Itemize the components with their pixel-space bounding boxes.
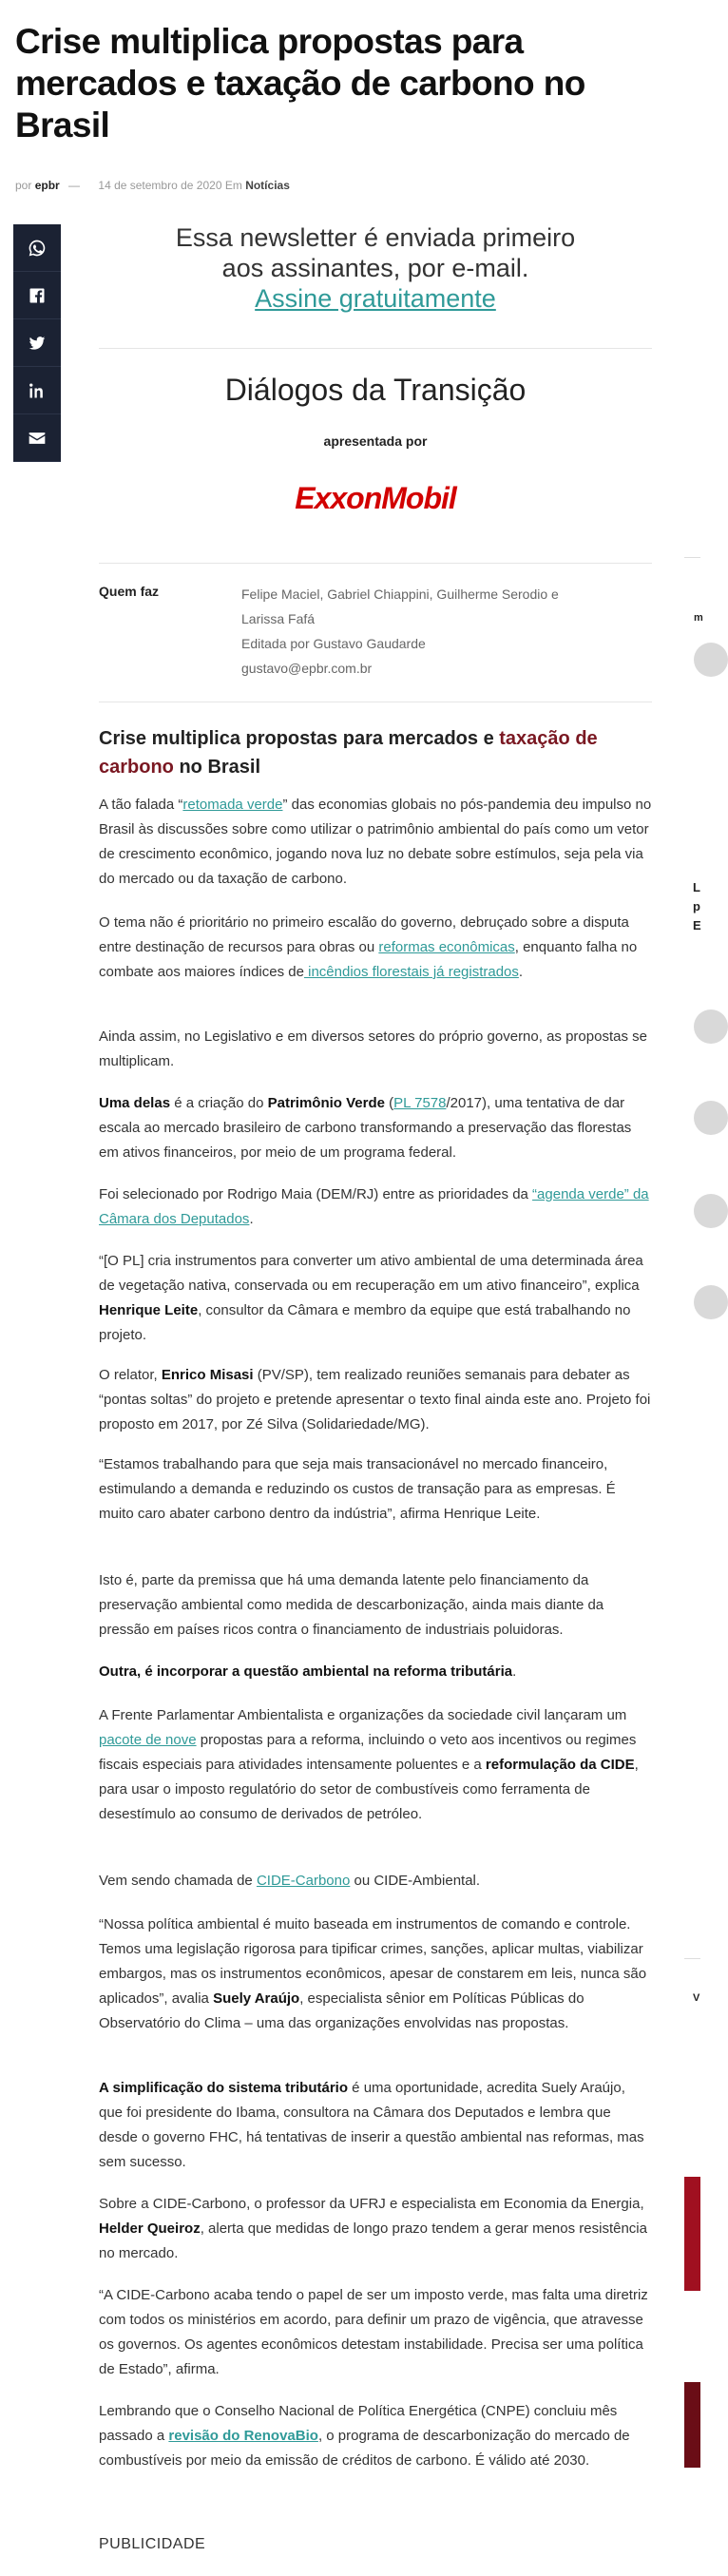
sidebar-fragment-text: L <box>693 880 700 894</box>
text: ou CIDE-Ambiental. <box>350 1873 481 1889</box>
newsletter-line-1: Essa newsletter é enviada primeiro <box>175 223 576 252</box>
text: O relator, <box>99 1367 162 1383</box>
credits-list <box>241 582 622 681</box>
retomada-verde-link[interactable]: retomada verde <box>182 797 283 813</box>
byline <box>15 179 290 192</box>
text: é uma oportunidade, acredita Suely Araújo, que foi presidente do Ibama, consultora na Câmara dos Deputados e lembra que desde o governo FHC, há tentativas de inserir a questão ambiental nas reformas, mas sem sucesso. <box>99 2080 644 2170</box>
text: A tão falada “ <box>99 797 183 813</box>
advertisement-label: PUBLICIDADE <box>99 2536 206 2552</box>
sidebar-thumbnail[interactable] <box>694 643 728 677</box>
paragraph: “Estamos trabalhando para que seja mais transacionável no mercado financeiro, estimulando a demanda e reduzindo os custos de transação para as empresas. É muito caro abater carbono dentro da indústria”, afirma Henrique Leite. <box>99 1456 616 1522</box>
paragraph <box>99 1703 652 1827</box>
sidebar-thumbnail[interactable] <box>694 1009 728 1044</box>
text: , especialista sênior em Políticas Públicas do Observatório do Clima – uma das organizações envolvidas nas propostas. <box>99 1990 584 2031</box>
share-facebook-button[interactable] <box>13 272 61 319</box>
share-whatsapp-button[interactable] <box>13 224 61 272</box>
article-headline: Crise multiplica propostas para mercados e taxação de carbono no Brasil <box>15 22 585 144</box>
byline-dash: — <box>68 179 81 192</box>
facebook-icon <box>28 286 47 305</box>
subscribe-link[interactable]: Assine gratuitamente <box>255 284 496 313</box>
paragraph <box>99 1660 652 1684</box>
bold-text: Helder Queiroz <box>99 2220 201 2237</box>
text: ( <box>384 1095 394 1111</box>
sidebar-fragment-text: m <box>694 612 703 624</box>
byline-author-link[interactable]: epbr <box>34 179 60 192</box>
paragraph <box>99 1869 652 1894</box>
bold-text: Uma delas <box>99 1095 171 1111</box>
credits-line: Editada por Gustavo Gaudarde <box>241 636 426 651</box>
text: , para usar o imposto regulatório do setor de combustíveis como ferramenta de desestímulo ao consumo de derivados de petróleo. <box>99 1757 639 1822</box>
bold-text: Outra, é incorporar a questão ambiental na reforma tributária <box>99 1663 513 1680</box>
sidebar-thumbnail[interactable] <box>694 1194 728 1228</box>
paragraph <box>99 1913 652 2036</box>
paragraph <box>99 1363 652 1437</box>
paragraph <box>99 2399 652 2473</box>
twitter-icon <box>28 334 47 353</box>
sidebar-thumbnail[interactable] <box>694 1285 728 1319</box>
paragraph <box>99 2192 652 2266</box>
text: Sobre a CIDE-Carbono, o professor da UFRJ e especialista em Economia da Energia, <box>99 2196 644 2212</box>
share-email-button[interactable] <box>13 414 61 462</box>
newsletter-line-2: aos assinantes, por e-mail. <box>221 254 529 282</box>
sidebar-ad-banner[interactable] <box>684 2177 700 2291</box>
bold-text: Patrimônio Verde <box>267 1095 385 1111</box>
text: “Nossa política ambiental é muito baseada em instrumentos de comando e controle. Temos uma legislação rigorosa para tipificar crimes, sanções, aplicar multas, viabilizar embargos, mas os instrumentos econômicos, apesar de constarem em leis, nunca são aplicados”, avalia <box>99 1916 647 2007</box>
text: , o programa de descarbonização do mercado de combustíveis por meio da emissão de créditos de carbono. É válido até 2030. <box>99 2428 630 2469</box>
bold-text: Suely Araújo <box>213 1990 300 2007</box>
article-subtitle <box>99 724 652 781</box>
paragraph <box>99 911 652 985</box>
exxonmobil-logo[interactable]: ExxonMobil <box>295 481 456 515</box>
text: Lembrando que o Conselho Nacional de Política Energética (CNPE) concluiu mês passado a <box>99 2403 618 2444</box>
paragraph <box>99 2076 652 2175</box>
revisao-renovabio-link[interactable]: revisão do RenovaBio <box>168 2428 318 2444</box>
right-sidebar-fragment <box>684 190 703 2566</box>
linkedin-icon <box>28 381 47 400</box>
bold-text: Enrico Misasi <box>161 1367 254 1383</box>
text: ” das economias globais no pós-pandemia deu impulso no Brasil às discussões sobre como utilizar o patrimônio ambiental do país como um vetor de crescimento econômico, jogando nova luz no debate sobre estímulos, seja pela via do mercado ou da taxação de carbono. <box>99 797 652 887</box>
text: propostas para a reforma, incluindo o veto aos incentivos ou regimes fiscais especiais para atividades intensamente poluentes e a <box>99 1732 637 1773</box>
text: , alerta que medidas de longo prazo tendem a gerar menos resistência no mercado. <box>99 2220 647 2261</box>
credits-email[interactable]: gustavo@epbr.com.br <box>241 661 373 676</box>
text: . <box>518 964 524 980</box>
text: /2017), uma tentativa de dar escala ao mercado brasileiro de carbono transformando a preservação das florestas em ativos financeiros, por meio de um programa federal. <box>99 1095 632 1161</box>
email-icon <box>28 429 47 448</box>
newsletter-title: Diálogos da Transição <box>224 373 527 407</box>
bold-text: Henrique Leite <box>99 1302 199 1318</box>
bold-text: reformulação da CIDE <box>485 1757 635 1773</box>
cide-carbono-link[interactable]: CIDE-Carbono <box>256 1873 351 1889</box>
text: “[O PL] cria instrumentos para converter um ativo ambiental de uma determinada área de vegetação nativa, conservada ou em recuperação em um ativo financeiro”, explica <box>99 1253 643 1294</box>
paragraph <box>99 1182 652 1232</box>
divider <box>684 1958 700 1959</box>
credits-line: Felipe Maciel, Gabriel Chiappini, Guilherme Serodio e <box>241 586 559 602</box>
text: Vem sendo chamada de <box>99 1873 257 1889</box>
whatsapp-icon <box>28 239 47 258</box>
divider <box>99 563 652 564</box>
text: , enquanto falha no combate aos maiores índices de <box>99 939 638 980</box>
paragraph <box>99 1249 652 1348</box>
text: . <box>512 1663 517 1680</box>
paragraph <box>99 1091 652 1165</box>
paragraph <box>99 793 652 892</box>
sidebar-ad-banner[interactable] <box>684 2382 700 2468</box>
divider <box>99 348 652 349</box>
newsletter-promo <box>99 222 652 314</box>
credits-label: Quem faz <box>99 584 160 599</box>
subtitle-highlight: taxação de carbono <box>99 728 598 778</box>
presented-by-label: apresentada por <box>323 433 428 449</box>
share-twitter-button[interactable] <box>13 319 61 367</box>
incendios-florestais-link[interactable]: incêndios florestais já registrados <box>303 964 519 980</box>
paragraph: “A CIDE-Carbono acaba tendo o papel de ser um imposto verde, mas falta uma diretriz com todos os ministérios em acordo, para definir um prazo de vigência, que atravesse os governos. Os agentes econômicos detestam instabilidade. Precisa ser uma política de Estado”, afirma. <box>99 2287 648 2377</box>
share-bar <box>13 224 61 462</box>
credits-line: Larissa Fafá <box>241 611 316 626</box>
sidebar-thumbnail[interactable] <box>694 1101 728 1135</box>
text: é a criação do <box>170 1095 268 1111</box>
pacote-de-nove-link[interactable]: pacote de nove <box>99 1732 197 1748</box>
subtitle-part: Crise multiplica propostas para mercados e <box>99 728 500 749</box>
sidebar-fragment-text: p <box>693 899 700 913</box>
sidebar-fragment-text: V <box>693 1992 700 2004</box>
byline-por: por <box>15 179 32 192</box>
sidebar-fragment-text: E <box>693 918 701 932</box>
byline-category-link[interactable]: Notícias <box>245 179 290 192</box>
text: Foi selecionado por Rodrigo Maia (DEM/RJ) entre as prioridades da <box>99 1186 533 1202</box>
byline-date: 14 de setembro de 2020 <box>98 179 222 192</box>
text: O tema não é prioritário no primeiro escalão do governo, debruçado sobre a disputa entre destinação de recursos para obras ou <box>99 914 629 955</box>
share-linkedin-button[interactable] <box>13 367 61 414</box>
byline-em: Em <box>224 179 242 192</box>
paragraph: Isto é, parte da premissa que há uma demanda latente pelo financiamento da preservação ambiental como medida de descarbonização, ainda mais diante da pressão em países ricos contra o financiamento de industriais poluidoras. <box>99 1572 604 1638</box>
text: . <box>249 1211 254 1227</box>
reformas-economicas-link[interactable]: reformas econômicas <box>378 939 515 955</box>
text: , consultor da Câmara e membro da equipe que está trabalhando no projeto. <box>99 1302 631 1343</box>
paragraph: Ainda assim, no Legislativo e em diversos setores do próprio governo, as propostas se multiplicam. <box>99 1028 647 1069</box>
subtitle-part: no Brasil <box>173 757 261 778</box>
text: (PV/SP), tem realizado reuniões semanais para debater as “pontas soltas” do projeto e pretende apresentar o texto final ainda este ano. Projeto foi proposto em 2017, por Zé Silva (Solidariedade/MG). <box>99 1367 651 1432</box>
bold-text: A simplificação do sistema tributário <box>99 2080 349 2096</box>
pl-7578-link[interactable]: PL 7578 <box>393 1095 447 1111</box>
text: A Frente Parlamentar Ambientalista e organizações da sociedade civil lançaram um <box>99 1707 627 1723</box>
divider <box>684 557 700 558</box>
agenda-verde-link[interactable]: “agenda verde” da Câmara dos Deputados <box>99 1186 649 1227</box>
